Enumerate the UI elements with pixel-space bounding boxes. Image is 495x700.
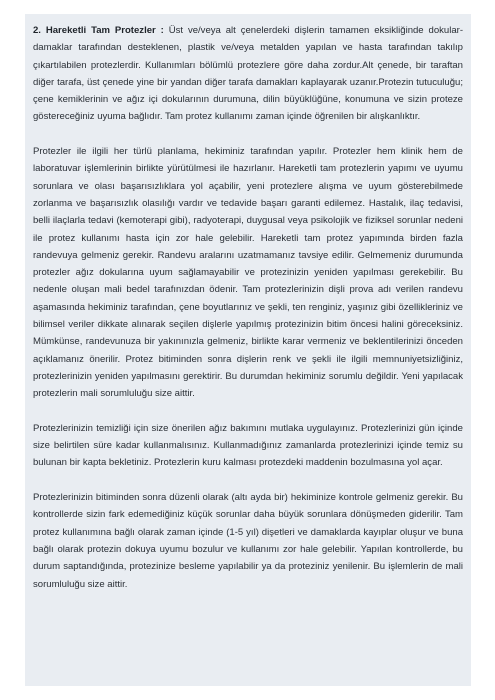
document-page xyxy=(25,14,471,686)
paragraph-intro xyxy=(33,22,463,126)
paragraph-intro-text: Üst ve/veya alt çenelerdeki dişlerin tamamen eksikliğinde dokular-damaklar tarafından desteklenen, plastik ve/veya metalden yapılan ve hasta tarafından takılıp çıkartılabilen protezlerdir. Kullanımları bölümlü protezlere göre daha zordur.Alt çenede, bir taraftan diğer tarafa, üst çenede yine bir yandan diğer tarafa damakları kaplayarak uzanır.Protezin tutuculuğu; çene kemiklerinin ve ağız içi dokularının durumuna, dilin büyüklüğüne, konumuna ve sizin proteze göstereceğiniz uyuma bağlıdır. Tam protez kullanımı zaman içinde öğrenilen bir alışkanlıktır. xyxy=(33,25,464,123)
paragraph-cleaning: Protezlerinizin temizliği için size önerilen ağız bakımını mutlaka uygulayınız. Protezlerinizi gün içinde size belirtilen süre kadar kullanmalısınız. Kullanmadığınız zamanlarda protezlerinizi içinde temiz su bulunan bir kapta bekletiniz. Protezlerin kuru kalması protezdeki maddenin bozulmasına yol açar. xyxy=(33,422,463,469)
section-heading: 2. Hareketli Tam Protezler : xyxy=(33,25,164,36)
paragraph-checkups: Protezlerinizin bitiminden sonra düzenli olarak (altı ayda bir) hekiminize kontrole gelmeniz gerekir. Bu kontrollerde sizin fark edemediğiniz küçük sorunlar daha büyük sorunlara dönüşmeden giderilir. Tam protez kullanımına bağlı olarak zaman içinde (1-5 yıl) dişetleri ve damaklarda kayıplar oluşur ve buna bağlı olarak protezin dokuya uyumu bozulur ve kullanımı zor hale gelebilir. Yapılan kontrollerde, bu durum saptandığında, protezinize besleme yapılabilir ya da proteziniz yenilenir. Bu işlemlerin de mali sorumluluğu size aittir. xyxy=(33,492,463,590)
paragraph-planning: Protezler ile ilgili her türlü planlama, hekiminiz tarafından yapılır. Protezler hem klinik hem de laboratuvar işlemlerinin birlikte yürütülmesi ile hazırlanır. Hareketli tam protezlerin yapımı ve uyumu sorunlara ve olası başarısızlıklara yol açabilir, yeni protezlere alışma ve uyum gösterebilmede zorlanma ve başarısızlık olasılığı vardır ve tedavide başarı garanti edilemez. Hastalık, ilaç tedavisi, belli ilaçlarla tedavi (kemoterapi gibi), radyoterapi, duygusal veya psikolojik ve fiziksel sorunlar nedeni ile protez kullanımı hasta için zor hale gelebilir. Hareketli tam protez yapımında birden fazla randevuya gelmeniz gerekir. Randevu aralarını uzatmamanız tavsiye edilir. Gelmemeniz durumunda protezler ağız dokularına uyum sağlamayabilir ve protezinizin yeniden yapılması gerekebilir. Bu nedenle oluşan mali bedel tarafınızdan ödenir. Tam protezlerinizin dişli prova adı verilen randevu aşamasında hekiminiz tarafından, çene boyutlarınız ve şekli, ten renginiz, yaşınız gibi özellikleriniz ve bilimsel veriler dikkate alınarak seçilen dişlerle yapılmış protezinizin bitim öncesi halini göreceksiniz. Mümkünse, randevunuza bir yakınınızla gelmeniz, birlikte karar vermeniz ve beklentilerinizi önceden açıklamanız önerilir. Protez bitiminden sonra dişlerin renk ve şekli ile ilgili memnuniyetsizliğiniz, protezlerinizin yeniden yapılmasını gerektirir. Bu durumdan hekiminiz sorumlu değildir. Yeni yapılacak protezlerin mali sorumluluğu size aittir. xyxy=(33,146,463,400)
